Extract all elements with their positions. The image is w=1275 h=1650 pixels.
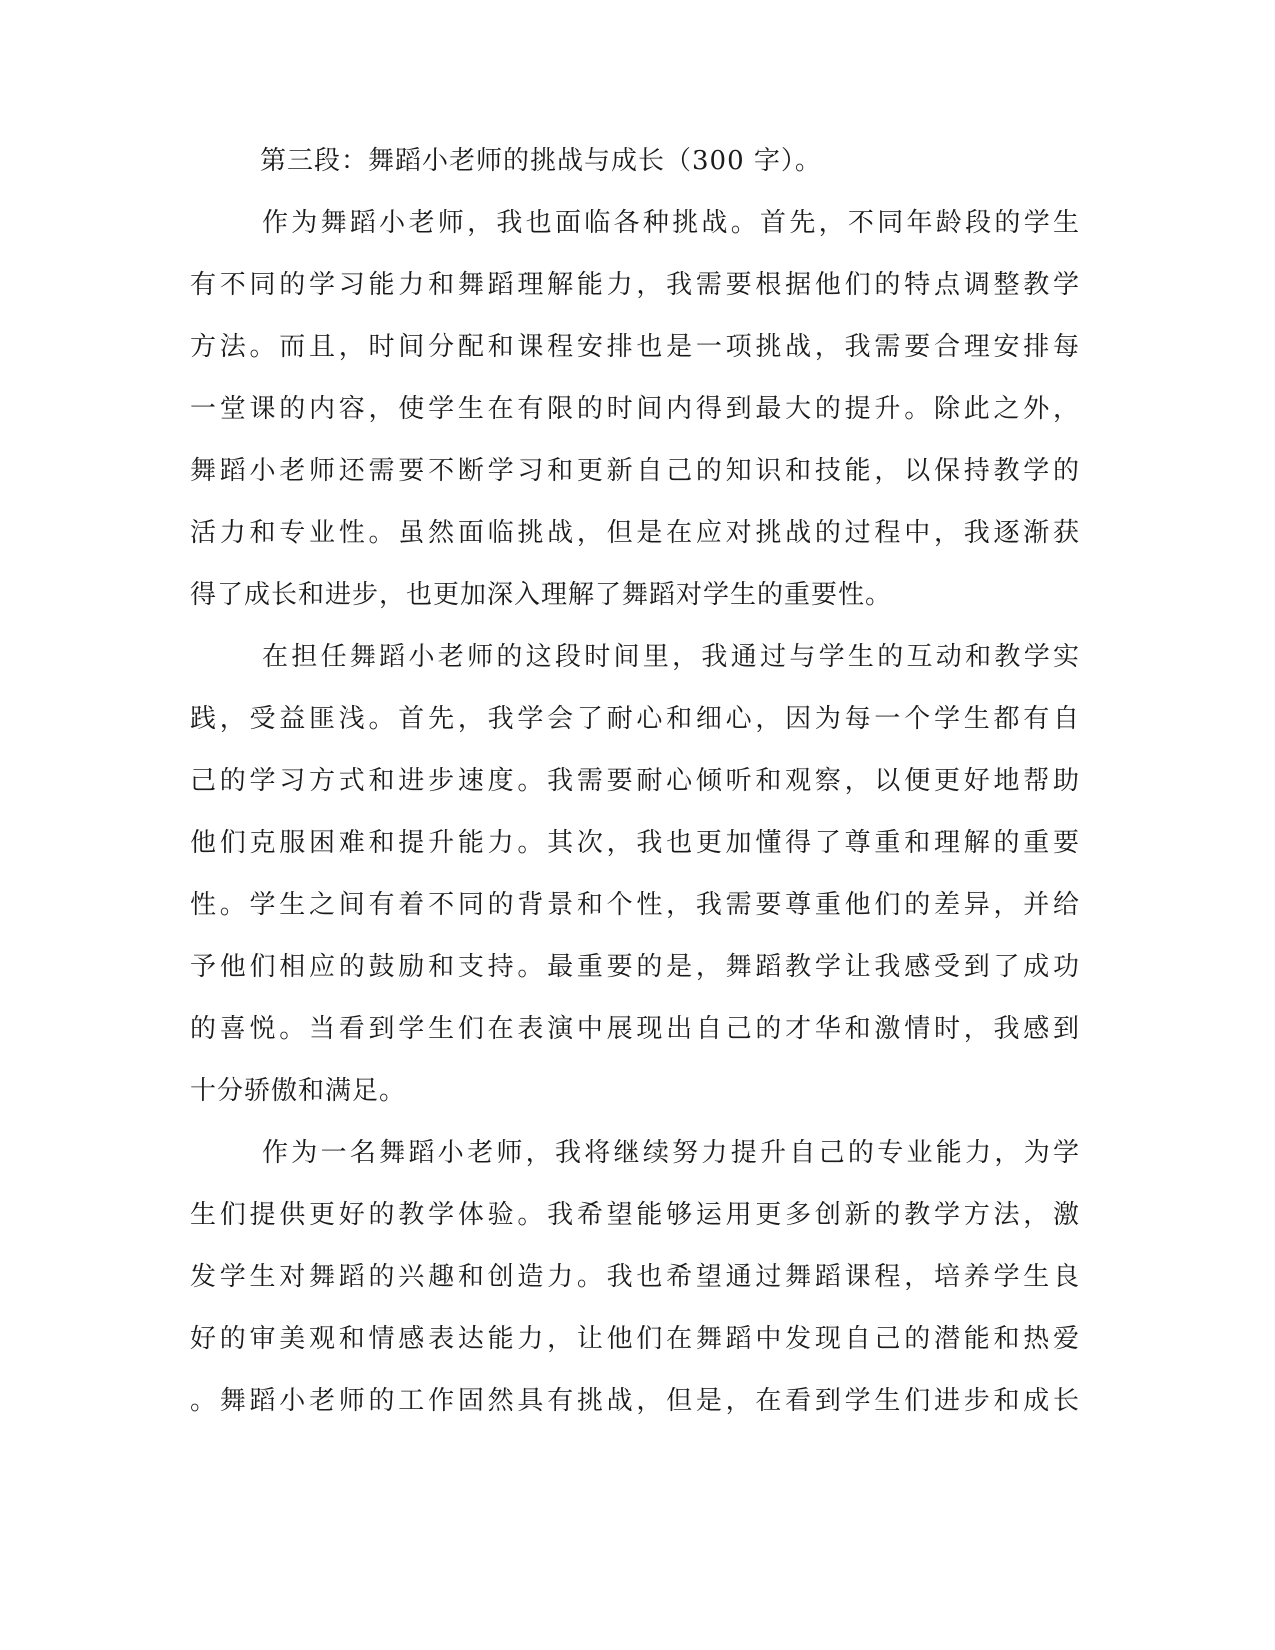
text-line: 活力和专业性。虽然面临挑战，但是在应对挑战的过程中，我逐渐获	[190, 518, 1080, 548]
paragraph-future	[190, 1122, 1080, 1432]
text-line: 有不同的学习能力和舞蹈理解能力，我需要根据他们的特点调整教学	[190, 270, 1080, 300]
text-line: 方法。而且，时间分配和课程安排也是一项挑战，我需要合理安排每	[190, 332, 1080, 362]
text-line: 性。学生之间有着不同的背景和个性，我需要尊重他们的差异，并给	[190, 890, 1080, 920]
text-line: 在担任舞蹈小老师的这段时间里，我通过与学生的互动和教学实	[262, 642, 1080, 672]
document-body	[190, 130, 1080, 1432]
text-line: 予他们相应的鼓励和支持。最重要的是，舞蹈教学让我感受到了成功	[190, 952, 1080, 982]
text-line: 的喜悦。当看到学生们在表演中展现出自己的才华和激情时，我感到	[190, 1014, 1080, 1044]
text-line: 践，受益匪浅。首先，我学会了耐心和细心，因为每一个学生都有自	[190, 704, 1080, 734]
text-line: 作为一名舞蹈小老师，我将继续努力提升自己的专业能力，为学	[262, 1138, 1080, 1168]
text-line: 得了成长和进步，也更加深入理解了舞蹈对学生的重要性。	[190, 580, 893, 610]
text-line: 好的审美观和情感表达能力，让他们在舞蹈中发现自己的潜能和热爱	[190, 1324, 1080, 1354]
paragraph-challenges	[190, 192, 1080, 626]
text-line: 作为舞蹈小老师，我也面临各种挑战。首先，不同年龄段的学生	[262, 208, 1080, 238]
text-line: 舞蹈小老师还需要不断学习和更新自己的知识和技能，以保持教学的	[190, 456, 1080, 486]
text-line: 生们提供更好的教学体验。我希望能够运用更多创新的教学方法，激	[190, 1200, 1080, 1230]
paragraph-growth	[190, 626, 1080, 1122]
text-line: 发学生对舞蹈的兴趣和创造力。我也希望通过舞蹈课程，培养学生良	[190, 1262, 1080, 1292]
text-line: 一堂课的内容，使学生在有限的时间内得到最大的提升。除此之外，	[190, 394, 1080, 424]
section-heading: 第三段：舞蹈小老师的挑战与成长（300 字）。	[260, 146, 822, 176]
text-line: 己的学习方式和进步速度。我需要耐心倾听和观察，以便更好地帮助	[190, 766, 1080, 796]
text-line: 十分骄傲和满足。	[190, 1076, 407, 1106]
text-line: 他们克服困难和提升能力。其次，我也更加懂得了尊重和理解的重要	[190, 828, 1080, 858]
text-line: 。舞蹈小老师的工作固然具有挑战，但是，在看到学生们进步和成长	[190, 1386, 1080, 1416]
